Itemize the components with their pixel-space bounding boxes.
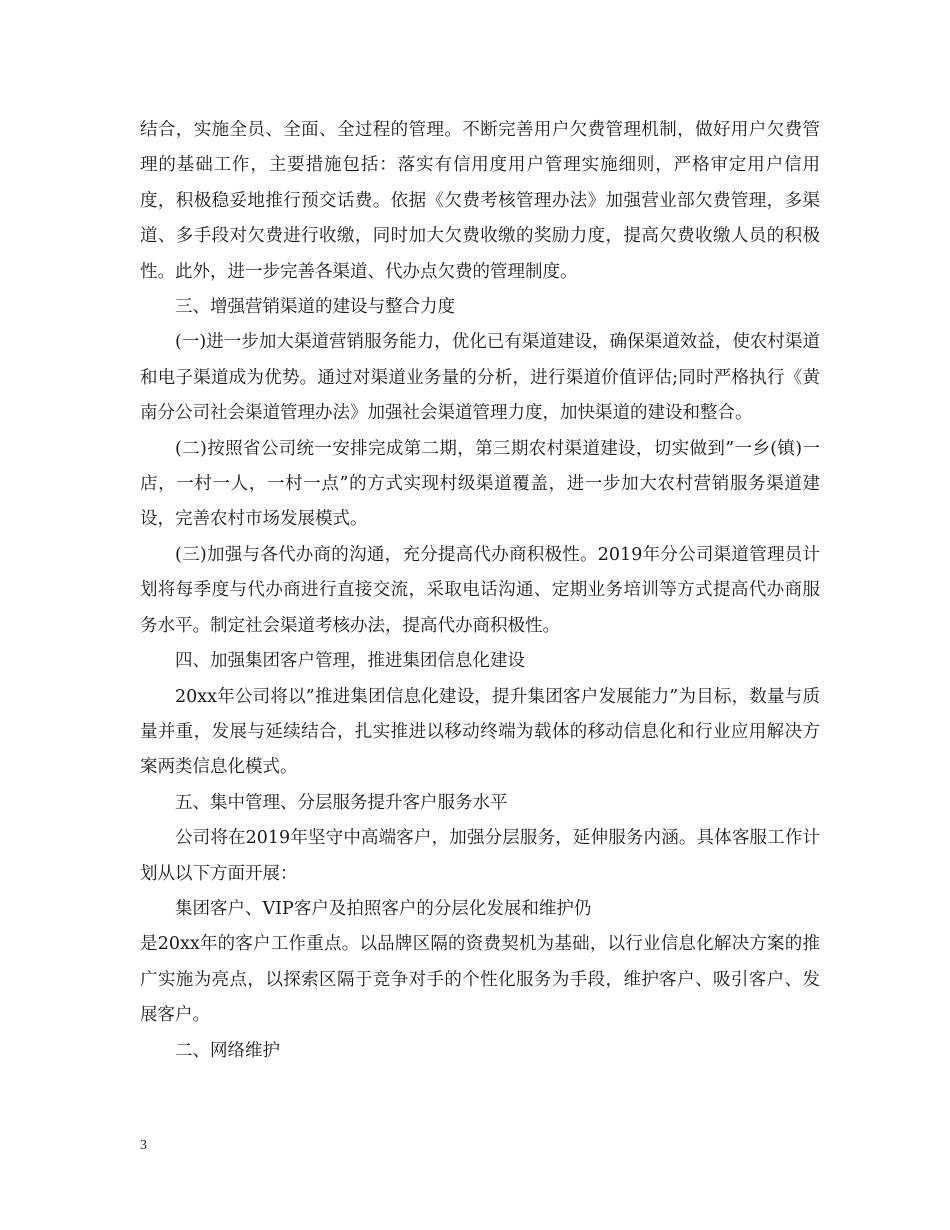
paragraph: 20xx年公司将以”推进集团信息化建设，提升集团客户发展能力”为目标，数量与质量并重，发展与延续结合，扎实推进以移动终端为载体的移动信息化和行业应用解决方案两类信息化模式。 (140, 686, 820, 778)
document-body (140, 113, 820, 1069)
page-number: 3 (140, 1138, 147, 1153)
section-heading: 四、加强集团客户管理，推进集团信息化建设 (175, 651, 525, 672)
paragraph: 是20xx年的客户工作重点。以品牌区隔的资费契机为基础，以行业信息化解决方案的推广实施为亮点，以探索区隔于竞争对手的个性化服务为手段，维护客户、吸引客户、发展客户。 (140, 934, 820, 1026)
paragraph: 公司将在2019年坚守中高端客户，加强分层服务，延伸服务内涵。具体客服工作计划从以下方面开展： (140, 828, 820, 884)
paragraph: (三)加强与各代办商的沟通，充分提高代办商积极性。2019年分公司渠道管理员计划将每季度与代办商进行直接交流，采取电话沟通、定期业务培训等方式提高代办商服务水平。制定社会渠道考核办法，提高代办商积极性。 (140, 544, 820, 636)
paragraph: (一)进一步加大渠道营销服务能力，优化已有渠道建设，确保渠道效益，使农村渠道和电子渠道成为优势。通过对渠道业务量的分析，进行渠道价值评估;同时严格执行《黄南分公司社会渠道管理办法》加强社会渠道管理力度，加快渠道的建设和整合。 (140, 332, 820, 424)
section-heading: 三、增强营销渠道的建设与整合力度 (175, 297, 455, 318)
section-heading: 五、集中管理、分层服务提升客户服务水平 (175, 792, 508, 813)
paragraph: 结合，实施全员、全面、全过程的管理。不断完善用户欠费管理机制，做好用户欠费管理的基础工作，主要措施包括：落实有信用度用户管理实施细则，严格审定用户信用度，积极稳妥地推行预交话费。依据《欠费考核管理办法》加强营业部欠费管理，多渠道、多手段对欠费进行收缴，同时加大欠费收缴的奖励力度，提高欠费收缴人员的积极性。此外，进一步完善各渠道、代办点欠费的管理制度。 (140, 120, 820, 282)
paragraph: 集团客户、VIP客户及拍照客户的分层化发展和维护仍 (175, 898, 592, 919)
paragraph: (二)按照省公司统一安排完成第二期，第三期农村渠道建设，切实做到”一乡(镇)一店，一村一人，一村一点”的方式实现村级渠道覆盖，进一步加大农村营销服务渠道建设，完善农村市场发展模式。 (140, 438, 820, 530)
section-heading: 二、网络维护 (175, 1040, 280, 1061)
